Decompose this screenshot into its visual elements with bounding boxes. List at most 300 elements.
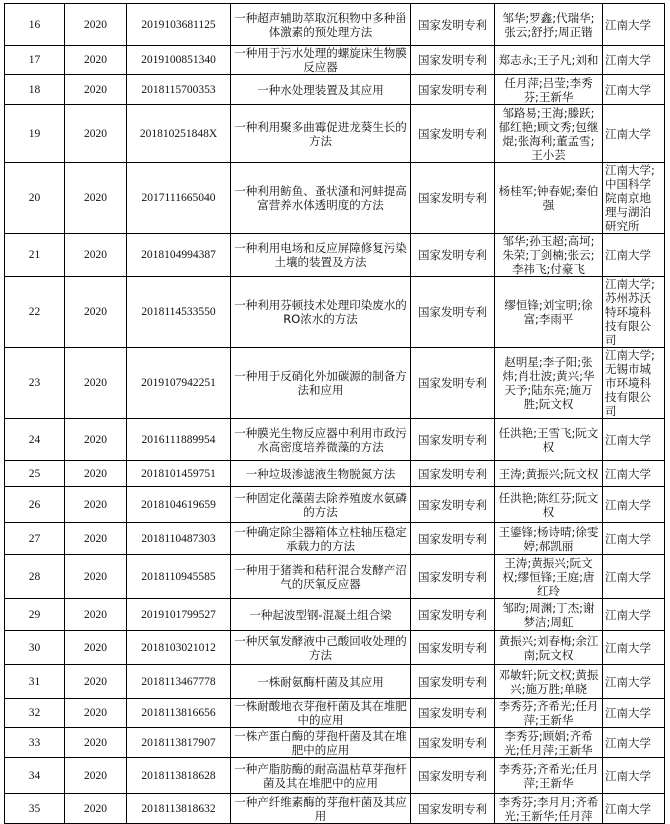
row-number-cell bbox=[5, 461, 65, 487]
row-year-cell bbox=[65, 665, 127, 699]
inventors: 李秀芬;齐希光;任月萍;王新华 bbox=[498, 761, 599, 790]
patent-title: 一种垃圾渗滤液生物脱氮方法 bbox=[245, 466, 396, 481]
inventors-cell bbox=[495, 4, 603, 46]
inventors: 黄振兴;刘春梅;余江南;阮文权 bbox=[498, 633, 599, 662]
table-row bbox=[5, 665, 665, 699]
organization-cell bbox=[603, 758, 665, 794]
row-number-cell bbox=[5, 523, 65, 555]
inventors-cell bbox=[495, 699, 603, 728]
row-number-cell bbox=[5, 631, 65, 665]
patent-title: 一种产纤维素酶的芽孢杆菌及其应用 bbox=[234, 794, 407, 823]
organization-cell bbox=[603, 665, 665, 699]
organization: 江南大学 bbox=[605, 801, 651, 816]
patent-type: 国家发明专利 bbox=[418, 768, 487, 783]
patent-title-cell bbox=[231, 599, 411, 631]
row-year-cell bbox=[65, 163, 127, 234]
row-year-cell bbox=[65, 699, 127, 728]
patent-type: 国家发明专利 bbox=[418, 706, 487, 720]
row-number: 31 bbox=[28, 675, 41, 688]
organization-cell bbox=[603, 105, 665, 163]
application-number: 2018101459751 bbox=[141, 467, 216, 480]
patent-title: 一种膜光生物反应器中利用市政污水高密度培养微藻的方法 bbox=[234, 425, 407, 454]
patent-type: 国家发明专利 bbox=[418, 376, 487, 390]
inventors-cell bbox=[495, 348, 603, 419]
patent-title: 一种利用芬顿技术处理印染废水的RO浓水的方法 bbox=[234, 298, 407, 326]
row-number: 25 bbox=[28, 467, 41, 480]
inventors-cell bbox=[495, 599, 603, 631]
row-year-cell bbox=[65, 277, 127, 348]
patent-title: 一株耐酸地衣芽孢杆菌及其在堆肥中的应用 bbox=[234, 699, 407, 727]
patent-type-cell bbox=[411, 758, 495, 794]
row-year: 2020 bbox=[84, 532, 107, 545]
row-year-cell bbox=[65, 234, 127, 277]
patent-title-cell bbox=[231, 631, 411, 665]
table-row bbox=[5, 234, 665, 277]
patent-type-cell bbox=[411, 555, 495, 599]
organization: 江南大学 bbox=[605, 706, 651, 720]
row-year: 2020 bbox=[84, 802, 107, 815]
patent-title: 一种确定除尘器箱体立柱轴压稳定承载力的方法 bbox=[234, 524, 407, 553]
patent-type: 国家发明专利 bbox=[418, 17, 487, 32]
organization: 江南大学 bbox=[605, 53, 651, 67]
patent-table bbox=[4, 3, 665, 824]
table-row bbox=[5, 105, 665, 163]
patent-type-cell bbox=[411, 277, 495, 348]
inventors-cell bbox=[495, 523, 603, 555]
application-number-cell bbox=[127, 163, 231, 234]
row-year-cell bbox=[65, 46, 127, 75]
patent-type-cell bbox=[411, 461, 495, 487]
row-number: 33 bbox=[28, 736, 41, 749]
patent-type-cell bbox=[411, 234, 495, 277]
organization: 江南大学 bbox=[605, 531, 651, 546]
row-year: 2020 bbox=[84, 306, 107, 318]
patent-title: 一种用于污水处理的螺旋床生物膜反应器 bbox=[234, 46, 407, 74]
organization-cell bbox=[603, 419, 665, 461]
inventors-cell bbox=[495, 234, 603, 277]
inventors: 杨桂军;钟春妮;秦伯强 bbox=[498, 184, 599, 212]
row-year: 2020 bbox=[84, 83, 107, 96]
patent-title-cell bbox=[231, 555, 411, 599]
organization-cell bbox=[603, 234, 665, 277]
organization: 江南大学 bbox=[605, 768, 651, 783]
patent-type: 国家发明专利 bbox=[418, 432, 487, 447]
inventors-cell bbox=[495, 487, 603, 523]
inventors-cell bbox=[495, 728, 603, 758]
application-number: 2018114533550 bbox=[141, 306, 216, 318]
organization: 江南大学 bbox=[605, 248, 651, 262]
application-number-cell bbox=[127, 555, 231, 599]
patent-type-cell bbox=[411, 46, 495, 75]
patent-type-cell bbox=[411, 348, 495, 419]
patent-title-cell bbox=[231, 348, 411, 419]
organization-cell bbox=[603, 699, 665, 728]
patent-type-cell bbox=[411, 75, 495, 105]
organization-cell bbox=[603, 4, 665, 46]
application-number-cell bbox=[127, 46, 231, 75]
row-year: 2020 bbox=[84, 127, 107, 140]
row-year: 2020 bbox=[84, 249, 107, 261]
application-number-cell bbox=[127, 699, 231, 728]
table-row bbox=[5, 348, 665, 419]
application-number: 2018113816656 bbox=[141, 707, 216, 719]
patent-type: 国家发明专利 bbox=[418, 248, 487, 262]
organization-cell bbox=[603, 75, 665, 105]
row-year-cell bbox=[65, 461, 127, 487]
row-number-cell bbox=[5, 163, 65, 234]
inventors-cell bbox=[495, 631, 603, 665]
inventors-cell bbox=[495, 419, 603, 461]
application-number-cell bbox=[127, 728, 231, 758]
patent-type-cell bbox=[411, 699, 495, 728]
organization-cell bbox=[603, 728, 665, 758]
row-number-cell bbox=[5, 348, 65, 419]
patent-type: 国家发明专利 bbox=[418, 466, 487, 481]
row-year-cell bbox=[65, 794, 127, 824]
application-number-cell bbox=[127, 461, 231, 487]
row-number-cell bbox=[5, 728, 65, 758]
organization: 江南大学 bbox=[605, 432, 651, 447]
inventors: 王涛;黄振兴;阮文权 bbox=[498, 466, 599, 481]
row-year: 2020 bbox=[84, 608, 107, 621]
patent-title-cell bbox=[231, 277, 411, 348]
row-number: 16 bbox=[28, 18, 41, 31]
patent-title: 一株产蛋白酶的芽孢杆菌及其在堆肥中的应用 bbox=[234, 728, 407, 757]
application-number: 201810251848X bbox=[139, 127, 218, 140]
row-number-cell bbox=[5, 487, 65, 523]
patent-type-cell bbox=[411, 794, 495, 824]
inventors: 赵明星;李子阳;张炜;肖壮波;黄兴;华天予;陆东亮;施万胜;阮文权 bbox=[502, 355, 595, 411]
table-row bbox=[5, 728, 665, 758]
patent-title: 一株耐氨酶杆菌及其应用 bbox=[257, 674, 384, 689]
row-year-cell bbox=[65, 599, 127, 631]
patent-type: 国家发明专利 bbox=[418, 569, 487, 584]
patent-title: 一种超声辅助萃取沉积物中多种甾体激素的预处理方法 bbox=[234, 10, 407, 39]
patent-type: 国家发明专利 bbox=[418, 126, 487, 141]
row-year: 2020 bbox=[84, 707, 107, 719]
patent-type: 国家发明专利 bbox=[418, 607, 487, 622]
patent-title-cell bbox=[231, 163, 411, 234]
row-year-cell bbox=[65, 75, 127, 105]
inventors: 李秀芬;李月月;齐希光;王新华;任月萍 bbox=[498, 794, 599, 823]
patent-title: 一种利用鲂鱼、蚤状溞和河蚌提高富营养水体透明度的方法 bbox=[234, 184, 407, 212]
row-number: 24 bbox=[28, 433, 41, 446]
patent-title-cell bbox=[231, 75, 411, 105]
patent-type-cell bbox=[411, 631, 495, 665]
organization-cell bbox=[603, 631, 665, 665]
application-number-cell bbox=[127, 758, 231, 794]
inventors: 王涛;黄振兴;阮文权;缪恒锋;王庭;唐红玲 bbox=[502, 555, 595, 598]
patent-type-cell bbox=[411, 419, 495, 461]
patent-title: 一种用于反硝化外加碳源的制备方法和应用 bbox=[234, 369, 407, 397]
patent-title: 一种水处理装置及其应用 bbox=[257, 82, 384, 97]
row-year-cell bbox=[65, 631, 127, 665]
row-year: 2020 bbox=[84, 675, 107, 688]
patent-title: 一种厌氧发酵液中己酸回收处理的方法 bbox=[234, 633, 407, 662]
row-year-cell bbox=[65, 348, 127, 419]
application-number: 2018104994387 bbox=[141, 249, 216, 261]
organization: 江南大学;无锡市城市环境科技有限公司 bbox=[605, 348, 655, 418]
application-number-cell bbox=[127, 4, 231, 46]
patent-title-cell bbox=[231, 728, 411, 758]
row-number: 29 bbox=[28, 608, 41, 621]
organization: 江南大学 bbox=[605, 497, 651, 512]
patent-title-cell bbox=[231, 665, 411, 699]
row-number-cell bbox=[5, 75, 65, 105]
organization-cell bbox=[603, 348, 665, 419]
table-row bbox=[5, 523, 665, 555]
inventors-cell bbox=[495, 163, 603, 234]
application-number: 2019101799527 bbox=[141, 608, 216, 621]
table-row bbox=[5, 75, 665, 105]
inventors: 任月萍;吕莹;李秀芬;王新华 bbox=[504, 75, 593, 104]
patent-title-cell bbox=[231, 487, 411, 523]
patent-title-cell bbox=[231, 758, 411, 794]
row-number-cell bbox=[5, 599, 65, 631]
application-number-cell bbox=[127, 487, 231, 523]
organization-cell bbox=[603, 277, 665, 348]
patent-title: 一种用于猪粪和秸秆混合发酵产沼气的厌氧反应器 bbox=[234, 562, 407, 591]
patent-title-cell bbox=[231, 461, 411, 487]
table-row bbox=[5, 699, 665, 728]
inventors: 王鎏锋;杨诗晴;徐雯婷;郝凯丽 bbox=[498, 524, 599, 553]
patent-title: 一种利用聚多曲霉促进龙葵生长的方法 bbox=[234, 119, 407, 148]
inventors: 邹华;罗鑫;代瑞华;张云;舒抒;周正锴 bbox=[502, 10, 595, 39]
table-body bbox=[5, 4, 665, 824]
organization-cell bbox=[603, 794, 665, 824]
row-year: 2020 bbox=[84, 192, 107, 204]
table-row bbox=[5, 419, 665, 461]
patent-title-cell bbox=[231, 234, 411, 277]
row-year: 2020 bbox=[84, 467, 107, 480]
row-number-cell bbox=[5, 665, 65, 699]
application-number: 2018113817907 bbox=[141, 736, 216, 749]
row-number: 22 bbox=[28, 306, 41, 318]
inventors: 李秀芬;齐希光;任月萍;王新华 bbox=[498, 699, 599, 727]
table-row bbox=[5, 46, 665, 75]
patent-type-cell bbox=[411, 728, 495, 758]
row-number: 18 bbox=[28, 83, 41, 96]
row-number-cell bbox=[5, 46, 65, 75]
application-number-cell bbox=[127, 665, 231, 699]
organization-cell bbox=[603, 599, 665, 631]
organization: 江南大学;中国科学院南京地理与湖泊研究所 bbox=[605, 163, 655, 233]
patent-type-cell bbox=[411, 105, 495, 163]
inventors: 缪恒锋;刘宝明;徐富;李雨平 bbox=[504, 298, 593, 326]
patent-type-cell bbox=[411, 4, 495, 46]
row-number-cell bbox=[5, 105, 65, 163]
row-year: 2020 bbox=[84, 570, 107, 583]
application-number-cell bbox=[127, 419, 231, 461]
inventors: 邹路易;王海;滕跃;郁红艳;顾文秀;包继焜;张海利;董孟雪;王小芸 bbox=[498, 105, 599, 162]
patent-type-cell bbox=[411, 163, 495, 234]
application-number: 2018103021012 bbox=[141, 641, 216, 654]
patent-title-cell bbox=[231, 105, 411, 163]
application-number-cell bbox=[127, 277, 231, 348]
application-number: 2018115700353 bbox=[141, 83, 216, 96]
row-year-cell bbox=[65, 4, 127, 46]
row-year: 2020 bbox=[84, 641, 107, 654]
row-number: 32 bbox=[28, 707, 41, 719]
inventors: 郑志永;王子凡;刘和 bbox=[498, 53, 599, 67]
table-row bbox=[5, 794, 665, 824]
patent-title-cell bbox=[231, 419, 411, 461]
organization: 江南大学 bbox=[605, 466, 651, 481]
row-number: 19 bbox=[28, 127, 41, 140]
row-number: 34 bbox=[28, 769, 41, 782]
inventors-cell bbox=[495, 75, 603, 105]
row-year-cell bbox=[65, 758, 127, 794]
inventors-cell bbox=[495, 794, 603, 824]
organization-cell bbox=[603, 555, 665, 599]
organization: 江南大学 bbox=[605, 82, 651, 97]
inventors-cell bbox=[495, 277, 603, 348]
inventors-cell bbox=[495, 758, 603, 794]
patent-title: 一种固定化藻菌去除养殖废水氨磷的方法 bbox=[234, 490, 407, 519]
application-number: 2018113467778 bbox=[141, 675, 216, 688]
patent-type: 国家发明专利 bbox=[418, 53, 487, 67]
row-number-cell bbox=[5, 234, 65, 277]
row-number-cell bbox=[5, 758, 65, 794]
inventors: 邹昀;周渊;丁杰;谢梦洁;周虹 bbox=[502, 600, 595, 629]
table-row bbox=[5, 4, 665, 46]
inventors-cell bbox=[495, 555, 603, 599]
application-number: 2018113818628 bbox=[141, 769, 216, 782]
application-number-cell bbox=[127, 794, 231, 824]
organization: 江南大学 bbox=[605, 126, 651, 141]
table-row bbox=[5, 555, 665, 599]
patent-type: 国家发明专利 bbox=[418, 640, 487, 655]
organization-cell bbox=[603, 487, 665, 523]
row-number-cell bbox=[5, 699, 65, 728]
organization: 江南大学;苏州苏沃特环境科技有限公司 bbox=[605, 277, 655, 347]
row-number-cell bbox=[5, 277, 65, 348]
row-year: 2020 bbox=[84, 736, 107, 749]
inventors: 邓敏轩;阮文权;黄振兴;施万胜;单晓 bbox=[498, 667, 599, 696]
application-number: 2019103681125 bbox=[141, 18, 216, 31]
row-year: 2020 bbox=[84, 54, 107, 66]
row-number: 20 bbox=[28, 192, 41, 204]
application-number: 2019107942251 bbox=[141, 377, 216, 389]
patent-type: 国家发明专利 bbox=[418, 191, 487, 205]
application-number: 2018110487303 bbox=[141, 532, 216, 545]
patent-type-cell bbox=[411, 487, 495, 523]
row-year: 2020 bbox=[84, 18, 107, 31]
patent-type-cell bbox=[411, 599, 495, 631]
application-number: 2016111889954 bbox=[141, 433, 216, 446]
row-year: 2020 bbox=[84, 498, 107, 511]
patent-type: 国家发明专利 bbox=[418, 801, 487, 816]
patent-type: 国家发明专利 bbox=[418, 497, 487, 512]
inventors-cell bbox=[495, 665, 603, 699]
patent-title-cell bbox=[231, 4, 411, 46]
patent-title: 一种利用电场和反应屏障修复污染土壤的装置及方法 bbox=[234, 241, 407, 269]
patent-type: 国家发明专利 bbox=[418, 735, 487, 750]
application-number-cell bbox=[127, 105, 231, 163]
application-number-cell bbox=[127, 75, 231, 105]
row-number-cell bbox=[5, 555, 65, 599]
row-number: 30 bbox=[28, 641, 41, 654]
organization: 江南大学 bbox=[605, 17, 651, 32]
patent-title-cell bbox=[231, 699, 411, 728]
application-number: 2018104619659 bbox=[141, 498, 216, 511]
patent-title: 一种起波型钢-混凝土组合梁 bbox=[249, 607, 392, 622]
application-number: 2017111665040 bbox=[141, 192, 216, 204]
patent-title-cell bbox=[231, 794, 411, 824]
patent-table-sheet bbox=[4, 3, 665, 824]
row-number: 21 bbox=[28, 249, 41, 261]
table-row bbox=[5, 163, 665, 234]
organization: 江南大学 bbox=[605, 640, 651, 655]
application-number-cell bbox=[127, 599, 231, 631]
inventors-cell bbox=[495, 46, 603, 75]
application-number-cell bbox=[127, 523, 231, 555]
application-number-cell bbox=[127, 348, 231, 419]
row-year-cell bbox=[65, 105, 127, 163]
inventors: 李秀芬;顾娟;齐希光;任月萍;王新华 bbox=[504, 728, 593, 757]
inventors-cell bbox=[495, 105, 603, 163]
patent-type: 国家发明专利 bbox=[418, 531, 487, 546]
inventors: 任洪艳;王雪飞;阮文权 bbox=[498, 425, 599, 454]
patent-title: 一种产脂肪酶的耐高温枯草芽孢杆菌及其在堆肥中的应用 bbox=[234, 761, 407, 790]
row-year: 2020 bbox=[84, 769, 107, 782]
application-number: 2018110945585 bbox=[141, 570, 216, 583]
organization-cell bbox=[603, 163, 665, 234]
organization: 江南大学 bbox=[605, 569, 651, 584]
inventors: 邹华;孙玉超;高坷;朱荣;丁剑楠;张云;李祎飞;付豪飞 bbox=[502, 234, 595, 276]
table-row bbox=[5, 487, 665, 523]
table-row bbox=[5, 758, 665, 794]
inventors: 任洪艳;陈红芬;阮文权 bbox=[498, 490, 599, 519]
row-number: 28 bbox=[28, 570, 41, 583]
row-year-cell bbox=[65, 555, 127, 599]
patent-type: 国家发明专利 bbox=[418, 674, 487, 689]
organization: 江南大学 bbox=[605, 607, 651, 622]
row-number-cell bbox=[5, 419, 65, 461]
application-number: 2019100851340 bbox=[141, 54, 216, 66]
patent-type: 国家发明专利 bbox=[418, 305, 487, 319]
table-row bbox=[5, 631, 665, 665]
row-year-cell bbox=[65, 523, 127, 555]
table-row bbox=[5, 599, 665, 631]
row-year-cell bbox=[65, 487, 127, 523]
row-number: 27 bbox=[28, 532, 41, 545]
row-year: 2020 bbox=[84, 433, 107, 446]
row-number-cell bbox=[5, 4, 65, 46]
patent-type: 国家发明专利 bbox=[418, 82, 487, 97]
row-year: 2020 bbox=[84, 377, 107, 389]
patent-title-cell bbox=[231, 523, 411, 555]
inventors-cell bbox=[495, 461, 603, 487]
application-number: 2018113818632 bbox=[141, 802, 216, 815]
row-number-cell bbox=[5, 794, 65, 824]
row-number: 17 bbox=[28, 54, 41, 66]
row-number: 35 bbox=[28, 802, 41, 815]
patent-title-cell bbox=[231, 46, 411, 75]
application-number-cell bbox=[127, 631, 231, 665]
table-row bbox=[5, 277, 665, 348]
organization-cell bbox=[603, 523, 665, 555]
organization: 江南大学 bbox=[605, 674, 651, 689]
row-year-cell bbox=[65, 419, 127, 461]
table-row bbox=[5, 461, 665, 487]
organization: 江南大学 bbox=[605, 735, 651, 750]
row-number: 23 bbox=[28, 377, 41, 389]
application-number-cell bbox=[127, 234, 231, 277]
row-year-cell bbox=[65, 728, 127, 758]
patent-type-cell bbox=[411, 523, 495, 555]
organization-cell bbox=[603, 46, 665, 75]
